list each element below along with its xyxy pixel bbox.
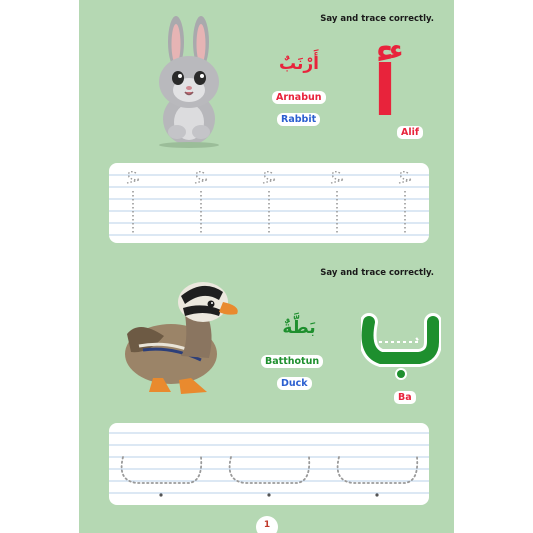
worksheet-page xyxy=(79,0,454,533)
trace-glyph-alif[interactable] xyxy=(195,172,207,233)
letter-name-label: Alif xyxy=(397,126,423,139)
trace-glyph-ba[interactable] xyxy=(230,457,310,497)
trace-glyph-alif[interactable] xyxy=(399,172,411,233)
rabbit-icon xyxy=(149,14,229,149)
transliteration-label: Batthotun xyxy=(261,355,323,368)
tracing-area[interactable] xyxy=(109,163,429,243)
arabic-word: أَرْنَبٌ xyxy=(279,54,319,74)
instruction-text: Say and trace correctly. xyxy=(320,268,434,278)
letter-name-label: Ba xyxy=(394,391,416,404)
duck-icon xyxy=(119,274,239,399)
instruction-text: Say and trace correctly. xyxy=(320,14,434,24)
english-word-label: Rabbit xyxy=(277,113,320,126)
big-letter: أ xyxy=(373,50,397,132)
trace-glyph-ba[interactable] xyxy=(338,457,418,497)
tracing-area[interactable] xyxy=(109,423,429,505)
arabic-word: بَطَّةٌ xyxy=(282,318,316,338)
trace-glyph-alif[interactable] xyxy=(127,172,139,233)
trace-glyph-ba[interactable] xyxy=(122,457,202,497)
page-number: 1 xyxy=(256,516,278,533)
trace-glyph-alif[interactable] xyxy=(263,172,275,233)
english-word-label: Duck xyxy=(277,377,312,390)
big-letter-ba-icon xyxy=(361,312,441,382)
trace-glyph-alif[interactable] xyxy=(331,172,343,233)
transliteration-label: Arnabun xyxy=(272,91,326,104)
hamza-mark: ء xyxy=(389,33,404,66)
